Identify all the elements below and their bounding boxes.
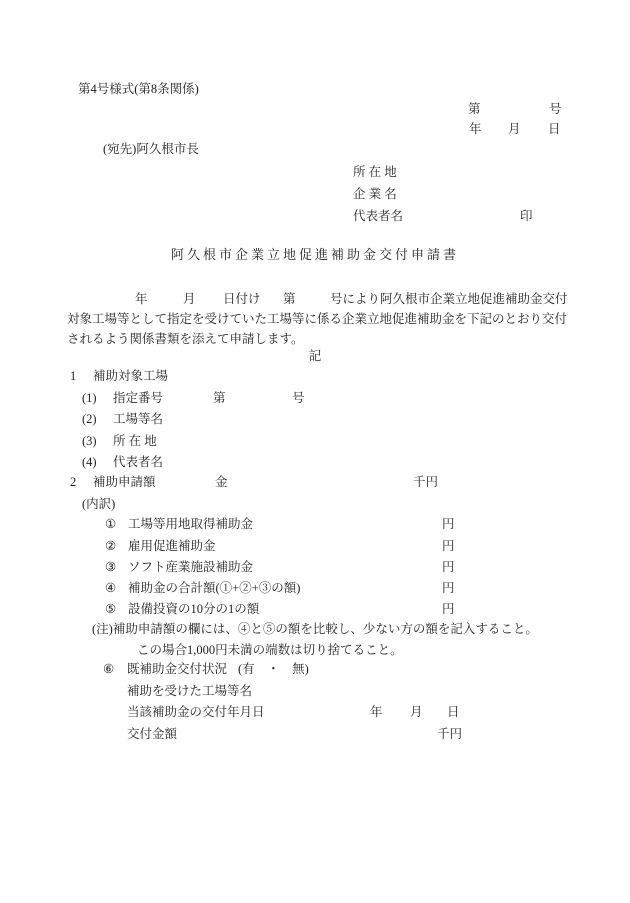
breakdown-label: (内訳) bbox=[82, 497, 116, 511]
section1-item-2 bbox=[0, 409, 630, 429]
opening-paragraph-line1 bbox=[0, 289, 630, 309]
item6-line bbox=[0, 659, 630, 679]
section1-item-3 bbox=[0, 431, 630, 451]
item-number: (3) bbox=[82, 434, 97, 448]
item-label: 所 在 地 bbox=[113, 434, 157, 448]
sub-factory-label: 補助を受けた工場等名 bbox=[127, 684, 253, 698]
note-text-1: (注)補助申請額の欄には、④と⑤の額を比較し、少ない方の額を記入すること。 bbox=[92, 622, 538, 636]
applicant-address-label: 所 在 地 bbox=[353, 165, 397, 179]
sub-date-label: 当該補助金の交付年月日 bbox=[127, 705, 265, 719]
date-month-label: 月 bbox=[508, 122, 521, 136]
section2-heading: 補助申請額 bbox=[93, 475, 156, 489]
item-label: 工場等名 bbox=[113, 412, 164, 426]
item6-sub-amount-line bbox=[0, 724, 630, 744]
sub-date-year-label: 年 bbox=[370, 705, 383, 719]
ki-marker: 記 bbox=[308, 349, 322, 363]
item-label: 既補助金交付状況 bbox=[127, 662, 228, 676]
designation-no-suffix: 号 bbox=[292, 391, 305, 405]
item-label: 代表者名 bbox=[113, 455, 164, 469]
item-label: 工場等用地取得補助金 bbox=[128, 517, 254, 531]
item-label: ソフト産業施設補助金 bbox=[128, 560, 254, 574]
item-number: ③ bbox=[105, 560, 117, 574]
item6-sub-factory-line bbox=[0, 681, 630, 701]
sub-amount-label: 交付金額 bbox=[127, 727, 178, 741]
addressee-line bbox=[0, 139, 630, 159]
breakdown-item-2 bbox=[0, 536, 630, 556]
item-number: (2) bbox=[82, 412, 97, 426]
opening-line2-text: 対象工場等として指定を受けていた工場等に係る企業立地促進補助金を下記のとおり交付 bbox=[67, 312, 568, 326]
applicant-representative-label: 代表者名 bbox=[353, 209, 404, 223]
breakdown-item-4 bbox=[0, 578, 630, 598]
item-label: 雇用促進補助金 bbox=[128, 539, 216, 553]
form-style-line bbox=[0, 79, 630, 99]
opening-line1-text: 号により阿久根市企業立地促進補助金交付 bbox=[330, 292, 568, 306]
addressee-label: (宛先)阿久根市長 bbox=[103, 142, 199, 156]
sub-date-day-label: 日 bbox=[447, 705, 460, 719]
applicant-representative-line bbox=[0, 206, 630, 226]
seal-label: 印 bbox=[520, 209, 533, 223]
document-number-line bbox=[0, 99, 630, 119]
item-number: ⑤ bbox=[105, 602, 117, 616]
section1-item-1 bbox=[0, 388, 630, 408]
item-label: 設備投資の10分の1の額 bbox=[128, 602, 260, 616]
date-line bbox=[0, 119, 630, 139]
yes-no-options: (有 ・ 無) bbox=[238, 662, 309, 676]
doc-number-prefix: 第 bbox=[468, 102, 481, 116]
section2-heading-line bbox=[0, 472, 630, 492]
amount-unit: 千円 bbox=[413, 475, 439, 489]
item-number: ① bbox=[105, 517, 117, 531]
item6-sub-date-line bbox=[0, 702, 630, 722]
breakdown-heading-line bbox=[0, 494, 630, 514]
item-label: 指定番号 bbox=[113, 391, 164, 405]
item-number: (1) bbox=[82, 391, 97, 405]
doc-number-suffix: 号 bbox=[549, 102, 562, 116]
item-unit: 円 bbox=[442, 517, 455, 531]
designation-no-prefix: 第 bbox=[213, 391, 226, 405]
applicant-company-line bbox=[0, 184, 630, 204]
section1-item-4 bbox=[0, 452, 630, 472]
item-number: (4) bbox=[82, 455, 97, 469]
note-text-2: この場合1,000円未満の端数は切り捨てること。 bbox=[137, 643, 403, 657]
item-number: ⑥ bbox=[103, 662, 115, 676]
sub-amount-unit: 千円 bbox=[437, 727, 463, 741]
note-line-2 bbox=[0, 640, 630, 660]
opening-dated-label: 日付け bbox=[223, 292, 261, 306]
opening-year-label: 年 bbox=[135, 292, 148, 306]
amount-prefix: 金 bbox=[215, 475, 228, 489]
item-unit: 円 bbox=[442, 581, 455, 595]
item-number: ④ bbox=[105, 581, 117, 595]
sub-date-month-label: 月 bbox=[410, 705, 423, 719]
opening-paragraph-line2 bbox=[0, 309, 630, 329]
section1-number: 1 bbox=[70, 369, 77, 383]
item-unit: 円 bbox=[442, 560, 455, 574]
opening-no-prefix: 第 bbox=[283, 292, 296, 306]
document-title: 阿久根市企業立地促進補助金交付申請書 bbox=[170, 247, 459, 262]
date-day-label: 日 bbox=[548, 122, 561, 136]
breakdown-item-3 bbox=[0, 557, 630, 577]
applicant-address-line bbox=[0, 162, 630, 182]
opening-line3-text: されるよう関係書類を添えて申請します。 bbox=[67, 332, 304, 346]
section1-heading-line bbox=[0, 366, 630, 386]
section1-heading: 補助対象工場 bbox=[93, 369, 169, 383]
opening-month-label: 月 bbox=[183, 292, 196, 306]
item-unit: 円 bbox=[442, 539, 455, 553]
note-line-1 bbox=[0, 619, 630, 639]
breakdown-item-1 bbox=[0, 514, 630, 534]
applicant-company-label: 企 業 名 bbox=[353, 187, 397, 201]
item-label: 補助金の合計額(①+②+③の額) bbox=[128, 581, 301, 595]
breakdown-item-5 bbox=[0, 599, 630, 619]
form-style-label: 第4号様式(第8条関係) bbox=[78, 82, 199, 96]
item-number: ② bbox=[105, 539, 117, 553]
item-unit: 円 bbox=[442, 602, 455, 616]
section2-number: 2 bbox=[70, 475, 77, 489]
date-year-label: 年 bbox=[469, 122, 482, 136]
